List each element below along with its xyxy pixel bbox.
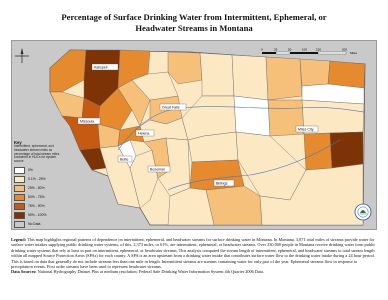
key-label: No Data	[28, 222, 41, 227]
scale-bar	[261, 48, 358, 56]
key-swatch	[14, 221, 25, 228]
city-label: Great Falls	[162, 105, 180, 110]
city-billings	[214, 180, 234, 186]
key-item	[14, 211, 62, 220]
city-helena	[136, 130, 154, 136]
key-heading: Key	[14, 140, 22, 145]
key-items	[14, 166, 62, 229]
scale-tick: 150	[316, 47, 322, 52]
county-phillips	[232, 55, 268, 100]
epa-seal-icon	[355, 204, 371, 220]
city-label: Missoula	[80, 119, 95, 124]
scale-unit: Miles	[350, 51, 358, 55]
city-label: Billings	[216, 181, 228, 186]
key-swatch	[14, 167, 25, 174]
key-swatch	[14, 203, 25, 210]
key-item	[14, 193, 62, 202]
legend-body: This map highlights regional patterns of dependence on intermittent, ephemeral, and headwater streams for surface drinking water in Montana. In Montana, 3,871 total miles of streams provide water for surface water intakes supplying public drinking water systems; of this, 2,373 miles, or 61%, are intermittent, ephemeral, or headwater streams. Over 230,000 people in Montana receive drinking water from public drinking water systems that rely at least in part on intermittent, ephemeral, or headwater streams. This analysis compared the stream length of intermittent, ephemeral, and headwater streams to total stream length within all mapped Source Protection Areas (SPAs) for each county. A SPA is an area upstream from a drinking water intake that contributes surface water flow to the drinking water intake during a 24 hour period. This is based on data that generally do not include streams less than one mile in length. Intermittent streams are streams containing water for only part of the year. Ephemeral streams flow in response to precipitation events. First order streams have been used to represent headwater streams.	[11, 237, 376, 270]
key-item	[14, 220, 62, 229]
key-item	[14, 175, 62, 184]
county-big-horn	[206, 186, 262, 225]
key-label: 0%	[28, 168, 33, 173]
county-prairie-wibaux	[330, 132, 363, 168]
city-bozeman	[148, 166, 170, 172]
data-sources-text: National Hydrography Dataset Plus at medium resolution; Federal Safe Drinking Water Information System 4th Quarter 2006 Data.	[37, 269, 265, 275]
scale-tick: 50	[288, 47, 292, 52]
key-item	[14, 184, 62, 193]
north-arrow-icon	[15, 48, 29, 63]
city-miles-city	[296, 126, 318, 132]
key-label: 0.1% - 25%	[28, 177, 46, 182]
key-item	[14, 166, 62, 175]
county-garfield	[234, 96, 270, 136]
city-label: Helena	[138, 131, 150, 136]
key-swatch	[14, 212, 25, 219]
city-missoula	[78, 118, 100, 124]
map-title: Percentage of Surface Drinking Water from Intermittent, Ephemeral, or Headwater Streams in Montana	[61, 12, 327, 33]
key-swatch	[14, 194, 25, 201]
city-kalispell	[92, 64, 118, 70]
key-swatch	[14, 185, 25, 192]
key-label: 50% - 75%	[28, 195, 45, 200]
legend-label: Legend:	[11, 237, 27, 242]
map-key	[14, 140, 62, 229]
scale-tick: 0	[261, 47, 263, 52]
key-label: 90% - 100%	[28, 213, 47, 218]
city-label: Bozeman	[150, 167, 166, 172]
key-item	[14, 202, 62, 211]
key-label: 75% - 90%	[28, 204, 45, 209]
city-label: Butte	[120, 157, 129, 162]
data-sources-label: Data Sources:	[11, 269, 37, 275]
scale-tick: 100	[302, 47, 308, 52]
key-swatch	[14, 176, 25, 183]
legend-block	[11, 237, 377, 275]
county-blaine	[200, 53, 234, 96]
city-great-falls	[160, 104, 186, 110]
key-label: 25% - 50%	[28, 186, 45, 191]
scale-tick: 25	[274, 47, 278, 52]
key-description: Intermittent, ephemeral, and headwater stream miles as percentage of total stream miles contained in HUCs for system source	[14, 144, 60, 164]
county-sheridan	[328, 61, 365, 88]
county-daniels	[300, 59, 330, 86]
county-valley	[266, 57, 302, 100]
city-label: Kalispell	[94, 65, 108, 70]
county-dawson	[304, 133, 332, 170]
scale-tick: 200	[342, 47, 348, 52]
city-label: Miles City	[298, 127, 314, 132]
city-butte	[118, 156, 132, 162]
